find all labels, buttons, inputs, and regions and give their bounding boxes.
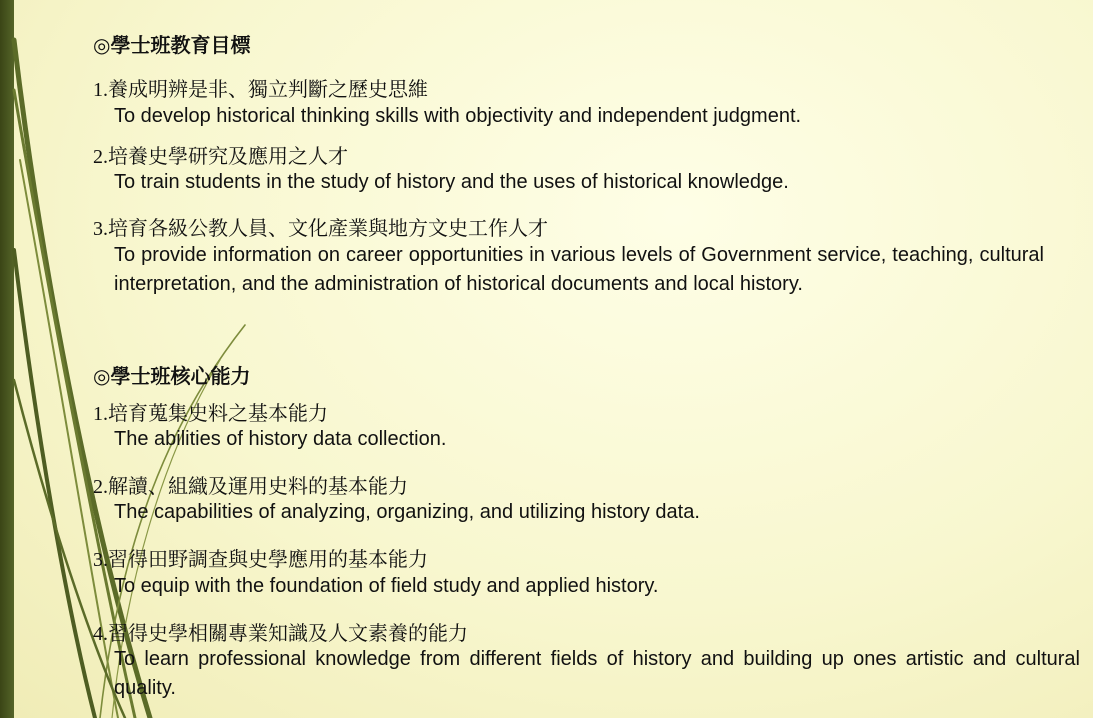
goal-1-zh <box>93 73 428 102</box>
competency-1-zh-text: 培育蒐集史料之基本能力 <box>108 401 328 425</box>
competency-2-en: The capabilities of analyzing, organizing, and utilizing history data. <box>114 501 700 523</box>
competency-4-zh-text: 習得史學相關專業知識及人文素養的能力 <box>108 621 468 645</box>
competency-3-en: To equip with the foundation of field study and applied history. <box>114 575 659 597</box>
goal-1-en: To develop historical thinking skills with objectivity and independent judgment. <box>114 105 802 127</box>
competency-2-number: 2. <box>93 476 108 498</box>
goal-2-zh-text: 培養史學研究及應用之人才 <box>108 144 348 168</box>
goal-1-number: 1. <box>93 79 108 101</box>
competency-4-en: To learn professional knowledge from different fields of history and building up ones artistic and cultural quality. <box>114 648 1080 699</box>
competency-4-zh <box>93 617 468 646</box>
goal-3-zh-text: 培育各級公教人員、文化產業與地方文史工作人才 <box>108 216 548 240</box>
competency-1-number: 1. <box>93 403 108 425</box>
section-heading-core-competencies: ◎學士班核心能力 <box>93 364 251 388</box>
competency-3-number: 3. <box>93 549 108 571</box>
competency-3-zh <box>93 543 428 572</box>
goal-2-number: 2. <box>93 146 108 168</box>
competency-1-zh <box>93 397 328 426</box>
competency-1-en: The abilities of history data collection. <box>114 428 447 450</box>
section-heading-education-goals: ◎學士班教育目標 <box>93 33 251 57</box>
competency-2-zh-text: 解讀、組織及運用史料的基本能力 <box>108 474 408 498</box>
goal-3-number: 3. <box>93 218 108 240</box>
goal-1-zh-text: 養成明辨是非、獨立判斷之歷史思維 <box>108 77 428 101</box>
goal-2-en: To train students in the study of history and the uses of historical knowledge. <box>114 171 789 193</box>
competency-4-number: 4. <box>93 623 108 645</box>
goal-2-zh <box>93 140 348 169</box>
competency-2-zh <box>93 470 408 499</box>
goal-3-zh <box>93 212 548 241</box>
goal-3-en: To provide information on career opportunities in various levels of Government service, teaching, cultural interpretation, and the administration of historical documents and local history. <box>114 244 1044 295</box>
competency-3-zh-text: 習得田野調查與史學應用的基本能力 <box>108 547 428 571</box>
